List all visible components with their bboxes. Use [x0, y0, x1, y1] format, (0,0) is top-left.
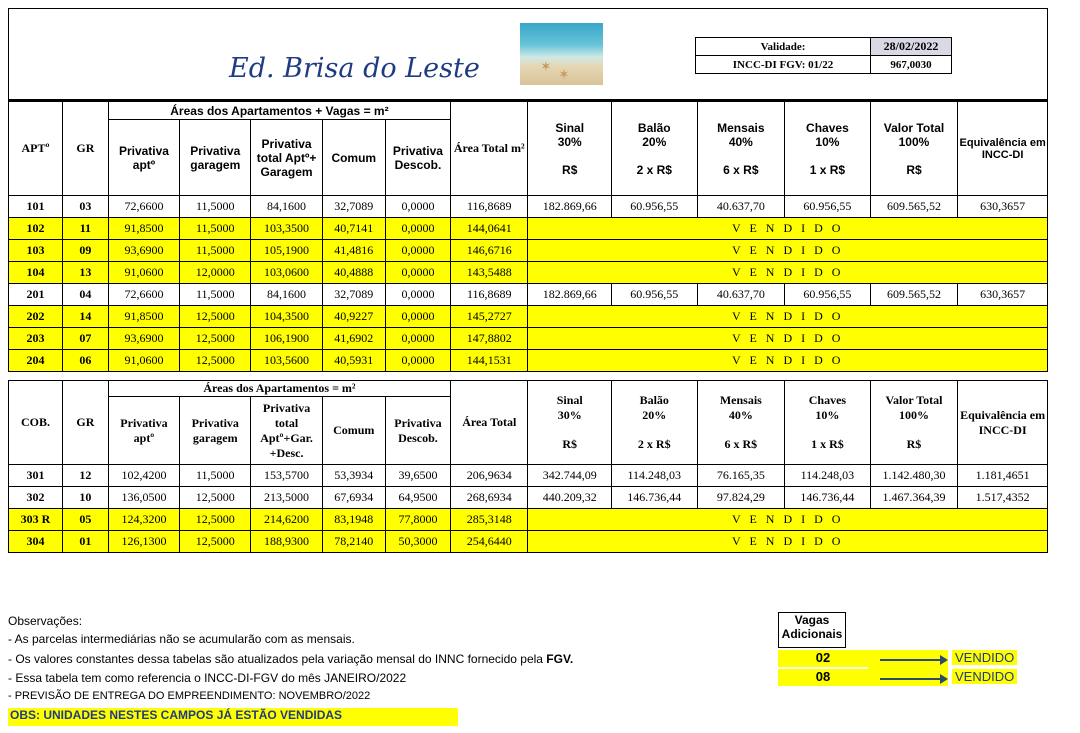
gr-value: 06 [62, 350, 108, 372]
valor-total-value: 1.467.364,39 [870, 487, 958, 509]
vagas-label: Vagas Adicionais [778, 612, 846, 648]
priv-apt-value: 91,0600 [108, 350, 179, 372]
gr-value: 03 [62, 196, 108, 218]
gr-value: 05 [62, 509, 108, 531]
table-row [9, 306, 1048, 328]
comum-value: 40,7141 [322, 218, 385, 240]
col-apt: APTº [9, 102, 63, 196]
col-balao: Balão 20% 2 x R$ [611, 381, 697, 465]
priv-desc-value: 0,0000 [385, 328, 450, 350]
col-area-total: Área Total m² [451, 102, 528, 196]
unit-number: 102 [9, 218, 63, 240]
price-sheet [8, 8, 1048, 553]
vaga-number: 08 [778, 669, 868, 686]
sinal-value: 440.209,32 [528, 487, 612, 509]
priv-desc-value: 64,9500 [385, 487, 450, 509]
priv-apt-value: 91,8500 [108, 306, 179, 328]
col-priv-gar: Privativa garagem [180, 397, 251, 465]
area-total-value: 116,8689 [451, 196, 528, 218]
priv-apt-value: 93,6900 [108, 240, 179, 262]
priv-desc-value: 39,6500 [385, 465, 450, 487]
comum-value: 83,1948 [322, 509, 385, 531]
unit-number: 202 [9, 306, 63, 328]
area-total-value: 147,8802 [451, 328, 528, 350]
sold-status: V E N D I D O [528, 262, 1048, 284]
comum-value: 78,2140 [322, 531, 385, 553]
obs-line-2: - Os valores constantes dessa tabelas são atualizados pela variação mensal do INNC fornecido pela FGV. [8, 652, 574, 666]
comum-value: 41,6902 [322, 328, 385, 350]
col-priv-total: Privativa total Aptº+Gar. +Desc. [251, 397, 322, 465]
table-row [9, 218, 1048, 240]
obs-title: Observações: [8, 614, 83, 628]
obs-line-1: - As parcelas intermediárias não se acumularão com as mensais. [8, 632, 355, 646]
priv-gar-value: 12,5000 [180, 509, 251, 531]
col-valor-total: Valor Total 100% R$ [870, 102, 958, 196]
priv-gar-value: 11,5000 [180, 284, 251, 306]
equivalencia-value: 1.517,4352 [958, 487, 1048, 509]
equivalencia-value: 630,3657 [958, 284, 1048, 306]
balao-value: 114.248,03 [611, 465, 697, 487]
gr-value: 13 [62, 262, 108, 284]
col-priv-apt: Privativa aptº [108, 397, 179, 465]
comum-value: 40,4888 [322, 262, 385, 284]
vaga-number: 02 [778, 650, 868, 667]
areas-group-header: Áreas dos Apartamentos + Vagas = m² [108, 102, 450, 120]
table-row [9, 262, 1048, 284]
area-total-value: 144,0641 [451, 218, 528, 240]
col-chaves: Chaves 10% 1 x R$ [785, 102, 871, 196]
chaves-value: 60.956,55 [785, 196, 871, 218]
table-row [9, 531, 1048, 553]
priv-desc-value: 0,0000 [385, 218, 450, 240]
sinal-value: 182.869,66 [528, 284, 612, 306]
mensais-value: 40.637,70 [697, 284, 785, 306]
priv-apt-value: 72,6600 [108, 284, 179, 306]
starfish-icon: ✶ [540, 60, 552, 75]
unit-number: 201 [9, 284, 63, 306]
validity-date: 28/02/2022 [871, 38, 952, 56]
comum-value: 41,4816 [322, 240, 385, 262]
gr-value: 09 [62, 240, 108, 262]
priv-total-value: 104,3500 [251, 306, 322, 328]
col-comum: Comum [322, 120, 385, 196]
balao-value: 146.736,44 [611, 487, 697, 509]
area-total-value: 116,8689 [451, 284, 528, 306]
page-title: Ed. Brisa do Leste [229, 53, 480, 84]
arrow-icon [880, 678, 942, 680]
col-mensais: Mensais 40% 6 x R$ [697, 381, 785, 465]
validity-label: Validade: [696, 38, 871, 56]
priv-total-value: 214,6200 [251, 509, 322, 531]
validity-box [695, 37, 952, 74]
sold-status: V E N D I D O [528, 509, 1048, 531]
priv-gar-value: 11,5000 [180, 218, 251, 240]
priv-gar-value: 12,0000 [180, 262, 251, 284]
comum-value: 32,7089 [322, 284, 385, 306]
gr-value: 10 [62, 487, 108, 509]
col-equivalencia: Equivalência em INCC-DI [958, 102, 1048, 196]
sold-status: V E N D I D O [528, 240, 1048, 262]
area-total-value: 143,5488 [451, 262, 528, 284]
incc-value: 967,0030 [871, 56, 952, 74]
priv-total-value: 153,5700 [251, 465, 322, 487]
priv-total-value: 84,1600 [251, 284, 322, 306]
chaves-value: 146.736,44 [785, 487, 871, 509]
header-banner [8, 8, 1048, 101]
priv-gar-value: 12,5000 [180, 531, 251, 553]
col-priv-desc: Privativa Descob. [385, 397, 450, 465]
priv-desc-value: 0,0000 [385, 262, 450, 284]
area-total-value: 285,3148 [451, 509, 528, 531]
valor-total-value: 1.142.480,30 [870, 465, 958, 487]
obs-line-3: - Essa tabela tem como referencia o INCC-DI-FGV do mês JANEIRO/2022 [8, 671, 407, 685]
vaga-status: VENDIDO [952, 650, 1017, 665]
valor-total-value: 609.565,52 [870, 196, 958, 218]
priv-desc-value: 0,0000 [385, 240, 450, 262]
chaves-value: 114.248,03 [785, 465, 871, 487]
equivalencia-value: 630,3657 [958, 196, 1048, 218]
area-total-value: 146,6716 [451, 240, 528, 262]
unit-number: 302 [9, 487, 63, 509]
valor-total-value: 609.565,52 [870, 284, 958, 306]
table-row [9, 350, 1048, 372]
col-cob: COB. [9, 381, 63, 465]
table-row [9, 240, 1048, 262]
priv-desc-value: 50,3000 [385, 531, 450, 553]
table-row [9, 487, 1048, 509]
col-chaves: Chaves 10% 1 x R$ [785, 381, 871, 465]
priv-gar-value: 11,5000 [180, 465, 251, 487]
priv-gar-value: 12,5000 [180, 350, 251, 372]
comum-value: 32,7089 [322, 196, 385, 218]
priv-gar-value: 12,5000 [180, 306, 251, 328]
priv-total-value: 105,1900 [251, 240, 322, 262]
col-area-total: Área Total [451, 381, 528, 465]
sold-status: V E N D I D O [528, 328, 1048, 350]
priv-gar-value: 11,5000 [180, 196, 251, 218]
table-row [9, 196, 1048, 218]
obs-sold-note: OBS: UNIDADES NESTES CAMPOS JÁ ESTÃO VENDIDAS [8, 708, 458, 726]
gr-value: 07 [62, 328, 108, 350]
priv-total-value: 213,5000 [251, 487, 322, 509]
unit-number: 103 [9, 240, 63, 262]
obs-line-4: - PREVISÃO DE ENTREGA DO EMPREENDIMENTO: NOVEMBRO/2022 [8, 690, 371, 702]
col-mensais: Mensais 40% 6 x R$ [697, 102, 785, 196]
balao-value: 60.956,55 [611, 196, 697, 218]
priv-desc-value: 0,0000 [385, 306, 450, 328]
gr-value: 01 [62, 531, 108, 553]
table-row [9, 328, 1048, 350]
sold-status: V E N D I D O [528, 306, 1048, 328]
unit-number: 203 [9, 328, 63, 350]
vaga-status: VENDIDO [952, 669, 1017, 684]
priv-apt-value: 72,6600 [108, 196, 179, 218]
priv-desc-value: 0,0000 [385, 196, 450, 218]
col-balao: Balão 20% 2 x R$ [611, 102, 697, 196]
sold-status: V E N D I D O [528, 218, 1048, 240]
priv-gar-value: 12,5000 [180, 328, 251, 350]
comum-value: 53,3934 [322, 465, 385, 487]
chaves-value: 60.956,55 [785, 284, 871, 306]
area-total-value: 254,6440 [451, 531, 528, 553]
unit-number: 101 [9, 196, 63, 218]
comum-value: 40,5931 [322, 350, 385, 372]
comum-value: 40,9227 [322, 306, 385, 328]
priv-apt-value: 124,3200 [108, 509, 179, 531]
priv-apt-value: 136,0500 [108, 487, 179, 509]
table-row [9, 284, 1048, 306]
unit-number: 303 R [9, 509, 63, 531]
priv-apt-value: 126,1300 [108, 531, 179, 553]
table-row [9, 465, 1048, 487]
priv-total-value: 188,9300 [251, 531, 322, 553]
priv-total-value: 84,1600 [251, 196, 322, 218]
unit-number: 301 [9, 465, 63, 487]
col-priv-total: Privativa total Aptº+ Garagem [251, 120, 322, 196]
beach-image [520, 23, 603, 85]
balao-value: 60.956,55 [611, 284, 697, 306]
priv-total-value: 103,5600 [251, 350, 322, 372]
mensais-value: 76.165,35 [697, 465, 785, 487]
priv-desc-value: 77,8000 [385, 509, 450, 531]
gr-value: 12 [62, 465, 108, 487]
priv-total-value: 106,1900 [251, 328, 322, 350]
apartments-table [8, 101, 1048, 372]
gr-value: 14 [62, 306, 108, 328]
starfish-icon: ✶ [558, 68, 570, 83]
col-sinal: Sinal 30% R$ [528, 381, 612, 465]
priv-apt-value: 93,6900 [108, 328, 179, 350]
sold-status: V E N D I D O [528, 350, 1048, 372]
col-valor-total: Valor Total 100% R$ [870, 381, 958, 465]
col-equivalencia: Equivalência em INCC-DI [958, 381, 1048, 465]
vagas-highlight [868, 650, 948, 686]
col-sinal: Sinal 30% R$ [528, 102, 612, 196]
priv-apt-value: 102,4200 [108, 465, 179, 487]
area-total-value: 144,1531 [451, 350, 528, 372]
penthouse-table [8, 380, 1048, 553]
unit-number: 204 [9, 350, 63, 372]
unit-number: 304 [9, 531, 63, 553]
area-total-value: 145,2727 [451, 306, 528, 328]
mensais-value: 40.637,70 [697, 196, 785, 218]
comum-value: 67,6934 [322, 487, 385, 509]
arrow-icon [880, 659, 942, 661]
mensais-value: 97.824,29 [697, 487, 785, 509]
priv-gar-value: 12,5000 [180, 487, 251, 509]
area-total-value: 206,9634 [451, 465, 528, 487]
col-priv-apt: Privativa aptº [108, 120, 179, 196]
equivalencia-value: 1.181,4651 [958, 465, 1048, 487]
priv-desc-value: 0,0000 [385, 284, 450, 306]
col-priv-desc: Privativa Descob. [385, 120, 450, 196]
area-total-value: 268,6934 [451, 487, 528, 509]
gr-value: 04 [62, 284, 108, 306]
priv-total-value: 103,0600 [251, 262, 322, 284]
incc-label: INCC-DI FGV: 01/22 [696, 56, 871, 74]
areas-group-header: Áreas dos Apartamentos = m² [108, 381, 450, 397]
col-comum: Comum [322, 397, 385, 465]
table-row [9, 509, 1048, 531]
priv-desc-value: 0,0000 [385, 350, 450, 372]
col-priv-gar: Privativa garagem [180, 120, 251, 196]
col-gr: GR [62, 102, 108, 196]
unit-number: 104 [9, 262, 63, 284]
sold-status: V E N D I D O [528, 531, 1048, 553]
gr-value: 11 [62, 218, 108, 240]
priv-apt-value: 91,0600 [108, 262, 179, 284]
sinal-value: 342.744,09 [528, 465, 612, 487]
priv-gar-value: 11,5000 [180, 240, 251, 262]
priv-total-value: 103,3500 [251, 218, 322, 240]
priv-apt-value: 91,8500 [108, 218, 179, 240]
col-gr: GR [62, 381, 108, 465]
sinal-value: 182.869,66 [528, 196, 612, 218]
